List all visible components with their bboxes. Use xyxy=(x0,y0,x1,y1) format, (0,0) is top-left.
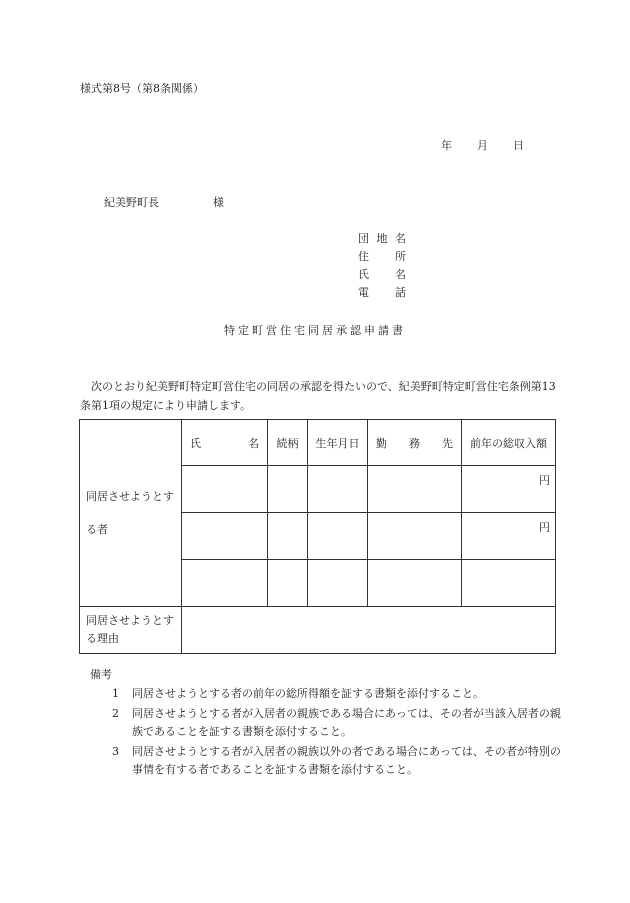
applicant-phone xyxy=(358,284,406,302)
addressee-name: 紀美野町長 xyxy=(104,196,159,209)
birthdate-cell[interactable] xyxy=(308,560,368,607)
notes-list xyxy=(112,685,562,781)
date-day: 日 xyxy=(513,139,524,152)
body-paragraph: 次のとおり紀美野町特定町営住宅の同居の承認を得たいので、紀美野町特定町営住宅条例第13条第1項の規定により申請します。 xyxy=(80,380,556,412)
applicant-label: 住所 xyxy=(358,250,406,263)
col-name-header: 氏 名 xyxy=(182,420,268,466)
workplace-cell[interactable] xyxy=(368,513,462,560)
document-title: 特定町営住宅同居承認申請書 xyxy=(224,324,406,337)
col-workplace-header: 勤 務 先 xyxy=(368,420,462,466)
date-year: 年 xyxy=(441,139,452,152)
applicant-label: 電話 xyxy=(358,286,406,299)
name-cell[interactable] xyxy=(182,513,268,560)
applicant-label: 氏名 xyxy=(358,268,406,281)
form-number: 様式第8号（第8条関係） xyxy=(80,82,204,95)
applicant-danchi xyxy=(358,230,406,248)
cohabitant-label: 同居させようとする者 xyxy=(80,420,182,607)
note-text: 同居させようとする者の前年の総所得額を証する書類を添付すること。 xyxy=(132,687,484,700)
note-number: 1 xyxy=(112,687,119,700)
workplace-cell[interactable] xyxy=(368,466,462,513)
reason-label: 同居させようとする理由 xyxy=(80,607,182,654)
col-income-header: 前年の総収入額 xyxy=(462,420,556,466)
note-item xyxy=(112,705,562,741)
date-line xyxy=(441,137,549,153)
income-cell[interactable] xyxy=(462,560,556,607)
col-birthdate-header: 生年月日 xyxy=(308,420,368,466)
applicant-address xyxy=(358,248,406,266)
note-text: 同居させようとする者が入居者の親族である場合にあっては、その者が当該入居者の親族であることを証する書類を添付すること。 xyxy=(132,707,561,738)
application-table xyxy=(79,419,556,654)
relation-cell[interactable] xyxy=(268,466,308,513)
note-item xyxy=(112,743,562,779)
note-number: 2 xyxy=(112,707,119,720)
income-cell[interactable]: 円 xyxy=(462,513,556,560)
col-relation-header: 続柄 xyxy=(268,420,308,466)
note-text: 同居させようとする者が入居者の親族以外の者である場合にあっては、その者が特別の事情を有する者であることを証する書類を添付すること。 xyxy=(132,745,561,776)
addressee xyxy=(104,194,224,210)
income-cell[interactable]: 円 xyxy=(462,466,556,513)
relation-cell[interactable] xyxy=(268,560,308,607)
birthdate-cell[interactable] xyxy=(308,466,368,513)
notes-heading: 備考 xyxy=(90,668,112,681)
note-item xyxy=(112,685,562,703)
addressee-honorific: 様 xyxy=(213,196,224,209)
note-number: 3 xyxy=(112,745,119,758)
name-cell[interactable] xyxy=(182,560,268,607)
birthdate-cell[interactable] xyxy=(308,513,368,560)
date-month: 月 xyxy=(477,139,488,152)
applicant-block xyxy=(358,230,406,302)
reason-cell[interactable] xyxy=(182,607,556,654)
applicant-name xyxy=(358,266,406,284)
workplace-cell[interactable] xyxy=(368,560,462,607)
applicant-label: 団地名 xyxy=(358,232,406,245)
relation-cell[interactable] xyxy=(268,513,308,560)
name-cell[interactable] xyxy=(182,466,268,513)
